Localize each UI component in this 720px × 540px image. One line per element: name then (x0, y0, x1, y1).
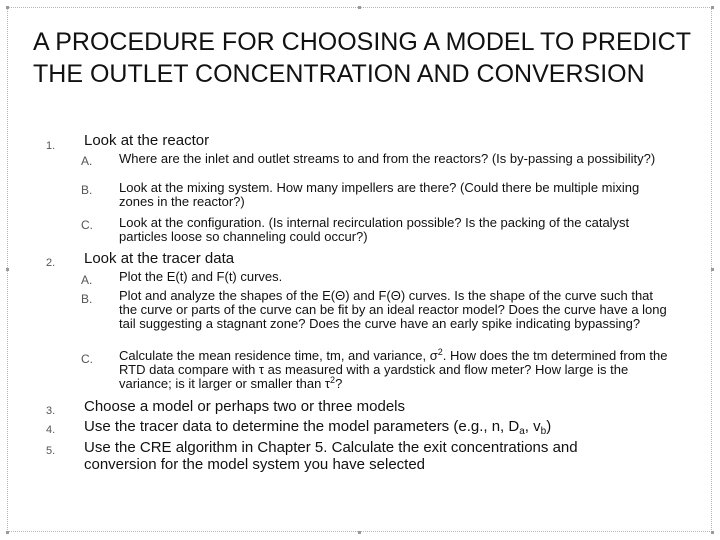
sublist-marker: B. (81, 292, 93, 306)
list-item: Look at the reactor (84, 132, 210, 149)
list-number: 2. (46, 257, 56, 269)
sublist-marker: C. (81, 218, 93, 232)
sublist-marker: B. (81, 183, 93, 197)
list-item: Use the CRE algorithm in Chapter 5. Calculate the exit concentrations and conversion for the model system you have selected (84, 439, 578, 473)
frame-handle (6, 6, 9, 9)
sublist-marker: C. (81, 352, 93, 366)
sublist-item: Look at the mixing system. How many impellers are there? (Could there be multiple mixing zones in the reactor?) (119, 180, 640, 209)
sublist-item: Plot the E(t) and F(t) curves. (119, 269, 283, 284)
sublist-item: Plot and analyze the shapes of the E(Θ) and F(Θ) curves. Is the shape of the curve such that the curve or parts of the curve can be fit by an ideal reactor model? Does the curve have a long tail suggesting a stagnant zone? Does the curve have an early spike indicating bypassing? (119, 288, 667, 331)
list-item: Choose a model or perhaps two or three models (84, 398, 406, 415)
list-item: Use the tracer data to determine the model parameters (e.g., n, $D_a$, $v_b$) (84, 418, 552, 437)
list-number: 5. (46, 445, 56, 457)
frame-handle (6, 268, 9, 271)
frame-handle (711, 6, 714, 9)
list-number: 1. (46, 140, 56, 152)
sublist-marker: A. (81, 154, 93, 168)
sublist-item: Look at the configuration. (Is internal recirculation possible? Is the packing of the catalyst particles loose so channeling could occur?) (119, 215, 630, 244)
slide-title: A PROCEDURE FOR CHOOSING A MODEL TO PREDICT THE OUTLET CONCENTRATION AND CONVERSION (33, 28, 691, 88)
list-item: Look at the tracer data (84, 250, 235, 267)
sublist-item: Calculate the mean residence time, tm, and variance, $\sigma^2$. How does the tm determined from the RTD data compare with τ as measured with a yardstick and flow meter? How large is the variance; is it larger or smaller than $\tau^2$? (119, 347, 668, 391)
list-number: 3. (46, 405, 56, 417)
frame-handle (6, 531, 9, 534)
list-number: 4. (46, 424, 56, 436)
frame-handle (358, 531, 361, 534)
frame-handle (711, 268, 714, 271)
frame-handle (711, 531, 714, 534)
sublist-marker: A. (81, 273, 93, 287)
frame-handle (358, 6, 361, 9)
sublist-item: Where are the inlet and outlet streams to and from the reactors? (Is by-passing a possibility?) (119, 151, 656, 166)
